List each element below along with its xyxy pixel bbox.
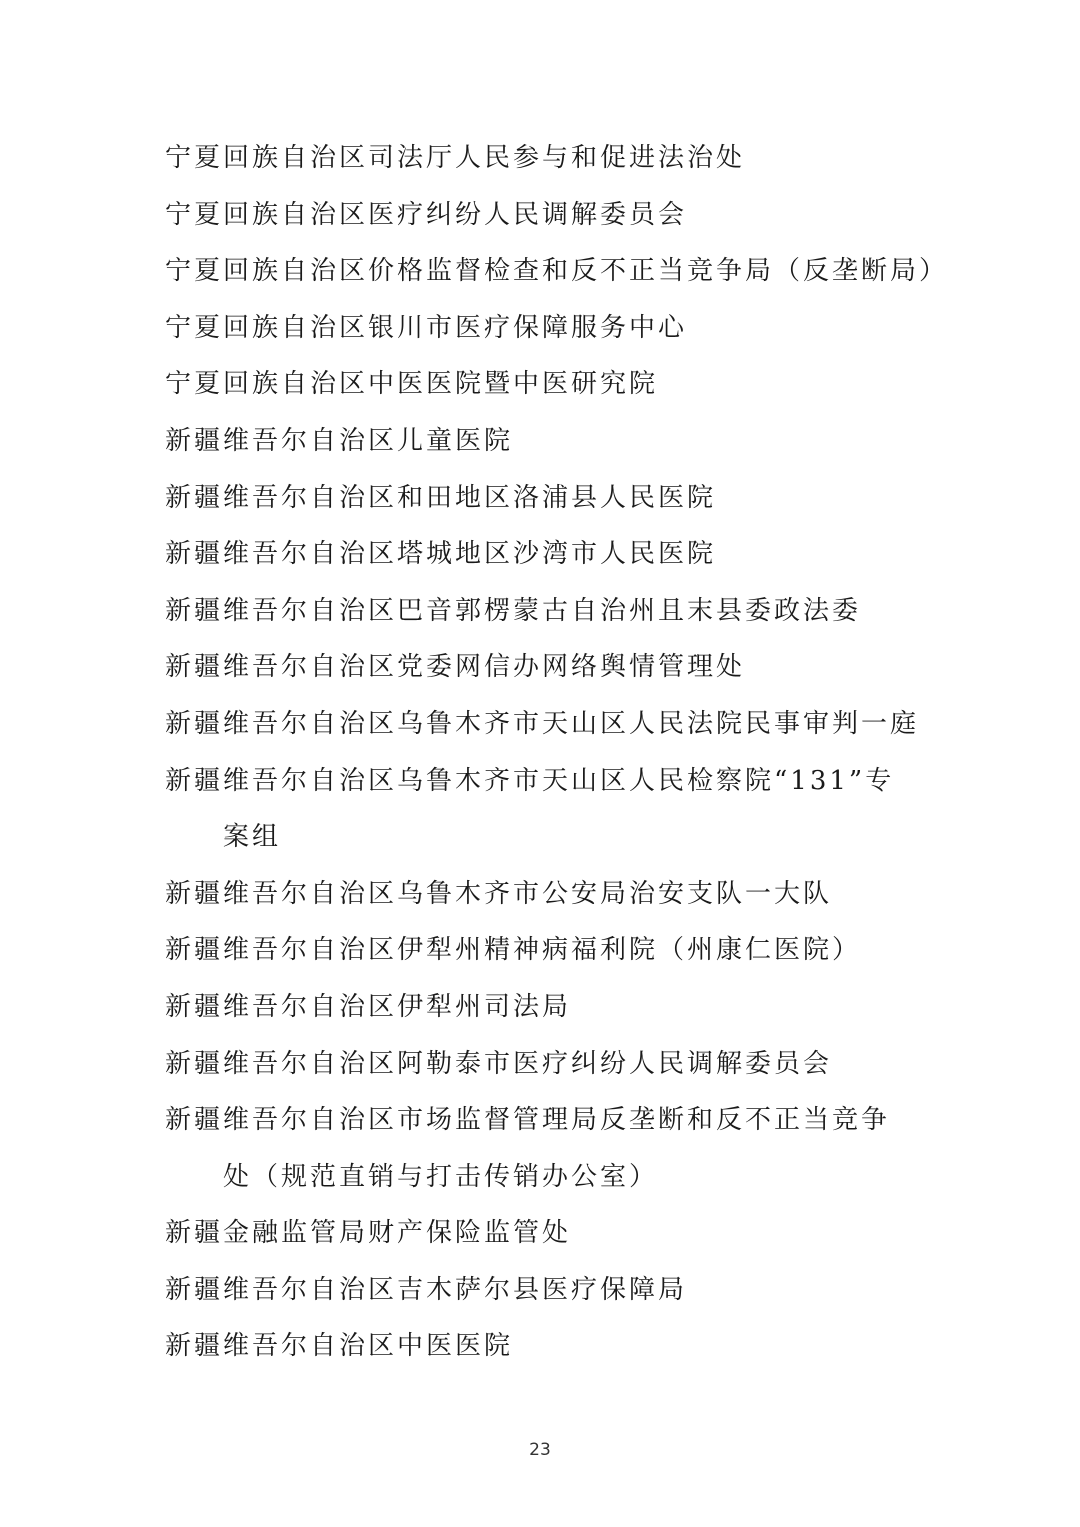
list-item [165, 300, 925, 357]
entry-text: 新疆维吾尔自治区市场监督管理局反垄断和反不正当竞争 [165, 1105, 891, 1136]
list-item [165, 753, 925, 866]
entry-text: 新疆维吾尔自治区乌鲁木齐市公安局治安支队一大队 [165, 878, 833, 909]
list-item [165, 1205, 925, 1262]
list-item [165, 470, 925, 527]
entry-text: 新疆维吾尔自治区吉木萨尔县医疗保障局 [165, 1274, 688, 1305]
list-item [165, 1092, 925, 1205]
list-item [165, 1318, 925, 1375]
entry-text-continuation: 处（规范直销与打击传销办公室） [223, 1161, 659, 1192]
entry-text: 新疆维吾尔自治区和田地区洛浦县人民医院 [165, 482, 717, 513]
list-item [165, 979, 925, 1036]
page-number: 23 [529, 1440, 551, 1460]
entry-text: 新疆维吾尔自治区阿勒泰市医疗纠纷人民调解委员会 [165, 1048, 833, 1079]
organization-list [165, 130, 949, 1375]
list-item [165, 922, 925, 979]
entry-text: 新疆维吾尔自治区儿童医院 [165, 425, 514, 456]
list-item [165, 526, 925, 583]
entry-text: 新疆维吾尔自治区塔城地区沙湾市人民医院 [165, 539, 717, 570]
entry-text: 新疆金融监管局财产保险监管处 [165, 1218, 572, 1249]
entry-text: 新疆维吾尔自治区巴音郭楞蒙古自治州且末县委政法委 [165, 595, 862, 626]
entry-text: 宁夏回族自治区中医医院暨中医研究院 [165, 369, 659, 400]
list-item [165, 583, 925, 640]
entry-text: 新疆维吾尔自治区乌鲁木齐市天山区人民检察院“131”专 [165, 765, 895, 796]
entry-text: 宁夏回族自治区银川市医疗保障服务中心 [165, 312, 688, 343]
list-item [165, 866, 925, 923]
list-item [165, 639, 925, 696]
entry-text: 新疆维吾尔自治区乌鲁木齐市天山区人民法院民事审判一庭 [165, 708, 920, 739]
entry-text: 新疆维吾尔自治区中医医院 [165, 1331, 514, 1362]
entry-text: 宁夏回族自治区医疗纠纷人民调解委员会 [165, 199, 688, 230]
list-item [165, 130, 925, 187]
list-item [165, 243, 949, 300]
list-item [165, 187, 925, 244]
list-item [165, 1262, 925, 1319]
entry-text-continuation: 案组 [223, 822, 282, 853]
entry-text: 新疆维吾尔自治区伊犁州司法局 [165, 991, 572, 1022]
list-item [165, 696, 925, 753]
entry-text: 宁夏回族自治区司法厅人民参与和促进法治处 [165, 143, 746, 173]
entry-text: 新疆维吾尔自治区党委网信办网络舆情管理处 [165, 652, 746, 683]
list-item [165, 1036, 925, 1093]
list-item [165, 356, 925, 413]
list-item [165, 413, 925, 470]
entry-text: 宁夏回族自治区价格监督检查和反不正当竞争局（反垄断局） [165, 256, 949, 287]
entry-text: 新疆维吾尔自治区伊犁州精神病福利院（州康仁医院） [165, 935, 862, 966]
